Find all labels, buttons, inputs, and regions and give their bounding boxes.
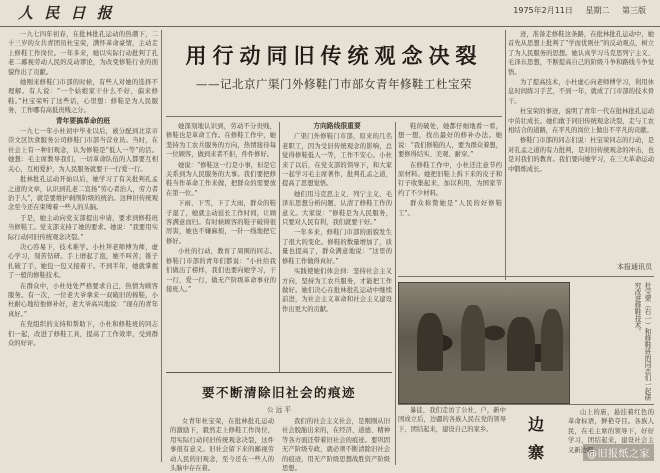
photo-figure [541, 309, 563, 375]
photo-figure [417, 313, 443, 373]
photo-figure [507, 317, 535, 375]
paragraph: 迹，准备走修鞋这条路，在批林批孔运动中，她首先从思想上批判了“学而优则仕”的反动观点，树立了为人民服务的思想。她认真学习马克思列宁主义、毛泽东思想，不断提高自己的阶级斗争和路线斗争觉悟。 [508, 31, 654, 76]
paragraph: 我们的社会主义社会，是刚刚从旧社会脱胎出来的，在经济、道德、精神等各方面还带着旧社会的痕迹。要巩固无产阶级专政，就必须不断清除旧社会的痕迹，用无产阶级思想战胜资产阶级思想。 [282, 418, 390, 473]
paragraph: 实践使她们体会到：坚持社会主义方向，坚持为工农兵服务，才能把工作做好。她们决心在批林批孔运动中继续前进，为社会主义革命和社会主义建设作出更大的贡献。 [282, 268, 392, 313]
paragraph: 在党组织的支持和帮助下，小杜和修鞋班的同志们一起，改进了修鞋工具，提高了工作效率，受到群众的好评。 [8, 321, 158, 347]
paragraph: 杜宝荣的事迹，说明了青年一代在批林批孔运动中茁壮成长。她们敢于同旧传统观念决裂，走与工农相结合的道路，在平凡的岗位上做出不平凡的贡献。 [508, 108, 654, 135]
paragraph: 暴徒，我们走访了公社、户，新中国成立后，边疆的各族人民在党的领导下，团结起来，建设自己的家乡。 [398, 407, 506, 433]
paragraph: 批林批孔运动开始以后，她学习了有关批判孔孟之道的文章，认识到孔老二宣扬“劳心者治人，劳力者治于人”，就是要维护剥削阶级的统治。这种旧传统观念至今还在束缚着一些人的头脑。 [8, 176, 158, 212]
paragraph: 在修鞋工作中，小杜还注意节约原材料。她把旧鞋上拆下来的皮子和钉子收集起来，加以利用，为国家节约了不少材料。 [398, 161, 502, 197]
paragraph: 她深刻地认识到，劳动不分贵贱，修鞋也是革命工作。在修鞋工作中，她坚持为工农兵服务的方向，热情接待每一位顾客，做到来者不拒，件件修好。 [166, 123, 276, 159]
newspaper-logo: 人 民 日 报 [18, 4, 115, 22]
paragraph: 她说：“修鞋这一行是小事，但是它关系到为人民服务的大事。我们要把修鞋当作革命工作来做，把群众的需要放在第一位。” [166, 161, 276, 197]
paragraph: 她刚来修鞋门市部的时候，有些人对她的选择不理解。有人说：“一个姑娘家干什么不好，偏来修鞋。”杜宝荣听了这些话，心里想：修鞋是为人民服务，工作哪有高低贵贱之分。 [8, 79, 158, 115]
paragraph: 鞋的破处，她都仔细地看一看，想一想，找出最好的修补办法。她说：“我们修鞋的人，要为群众着想，要修得结实、美观、耐穿。” [398, 123, 502, 159]
article-column-mid-3 [398, 122, 502, 274]
photo-workbench [399, 371, 569, 403]
paragraph: 在群众中，小杜处处严格要求自己，热情为顾客服务。有一次，一位老大爷拿来一双破旧的棉鞋，小杜耐心地给他修补好，老大爷高兴地说：“现在的青年真好。” [8, 282, 158, 318]
column-divider [161, 30, 162, 462]
paragraph: 为了提高技术，小杜虚心向老师傅学习，利用休息时间练习手艺，不到一年，就成了门市部的技术骨干。 [508, 79, 654, 105]
lower-article-left [398, 406, 506, 465]
paragraph: 群众称赞她是“人民的好修鞋工”。 [398, 200, 502, 217]
paragraph: 决心容易下，技术难学。小杜拜老师傅为师，虚心学习，刻苦钻研。手上磨起了泡，她不叫苦；锥子扎破了手，她包一包又接着干。不到半年，她就掌握了一般的修鞋技术。 [8, 243, 158, 280]
section-subhead: 青年要搞革命的班 [55, 116, 111, 125]
paragraph: 一九七四年初春，在批林批孔运动的热潮下，二十三岁的女共青团员杜宝荣，满怀革命豪情，主动走上修鞋工作岗位。一年多来，她以实际行动批判了孔老二鄙视劳动人民的反动谬论，为改变修鞋行业的面貌作出了贡献。 [8, 31, 158, 76]
watermark: @旧报纸之家 [583, 444, 654, 461]
paragraph: 一年多来，修鞋门市部的面貌发生了很大的变化。修鞋的数量增加了，质量也提高了，群众满意地说：“这里的修鞋工作做得真好。” [282, 229, 392, 265]
column-divider [279, 122, 280, 372]
paragraph: 小杜的行动，教育了周围的同志。修鞋门市部的青年们都说：“小杜给我们做出了榜样，我们也要向她学习，干一行，爱一行，做无产阶级革命事业的接班人。” [166, 248, 276, 293]
commentary-title: 要不断清除旧社会的痕迹 [201, 385, 356, 400]
lower-divider [398, 404, 654, 405]
headline-divider [166, 116, 502, 117]
page-number: 第三版 [622, 6, 646, 15]
byline: 本报通讯员 [617, 263, 652, 271]
photo-figure [461, 305, 485, 375]
section-subhead: 方向路线很重要 [313, 122, 361, 130]
photo-caption: 杜宝荣（右一）和修鞋班的同志们一起研究改进修鞋技术。 [633, 282, 651, 401]
paragraph: 山上的庙，悬挂着红色的革命标语，鲜艳夺目。各族人民，在毛主席的领导下，好好学习，团结起来，建设社会主义新边疆。 [568, 409, 654, 454]
dateline [503, 5, 646, 16]
paragraph: 下雨、下雪，下了大雨，群众的鞋子湿了，她就主动延长工作时间，让顾客满意而归。有时候顾客的鞋子破得很厉害，她也不嫌麻烦，一针一线地把它修好。 [166, 200, 276, 245]
paragraph: 她们用马克思主义、列宁主义、毛泽东思想分析问题，认清了修鞋工作的意义。大家说：“修鞋是为人民服务，只要对人民有利，我们就要干好。” [282, 190, 392, 227]
article-column-mid-1 [166, 122, 276, 372]
article-column-right [508, 30, 654, 280]
column-divider [505, 30, 506, 280]
main-headline: 用行动同旧传统观念决裂 [185, 43, 483, 68]
paragraph: 广渠门外修鞋门市部，原来的几名老职工，因为受旧传统观念的影响，总觉得修鞋低人一等，工作不安心。小杜来了以后，在党支部的领导下，和大家一起学习毛主席著作，批判孔孟之道，提高了思想觉悟。 [282, 133, 392, 188]
column-title-char: 寨 [528, 443, 545, 462]
commentary-author: 公 远 平 [267, 406, 291, 414]
paragraph: 一九七一年小杜初中毕业以后，被分配到北京市崇文区饮食服务公司修鞋门市部当营业员。当时，在社会上有一种旧观念，认为修鞋是“低人一等”的活。她想：毛主席教导我们，一切革命队伍的人都要互相关心，互相爱护，为人民服务就要干一行爱一行。 [8, 128, 158, 173]
news-photo [398, 282, 570, 404]
column-title-char: 边 [528, 415, 545, 434]
headline-subtitle: ——记北京广渠门外修鞋门市部女青年修鞋工杜宝荣 [196, 77, 472, 91]
issue-weekday: 星期二 [585, 6, 610, 15]
paragraph: 于是，她主动向党支部提出申请，要求到修鞋班当修鞋工。党支部支持了她的要求。她说：“我要用实际行动同旧传统观念决裂。” [8, 214, 158, 241]
photo-top-divider [398, 276, 654, 277]
paragraph: 女青年杜宝荣，在批林批孔运动的激励下，毅然走上修鞋工作岗位，用实际行动同旧传统观念决裂，这件事很有意义。旧社会留下来的鄙视劳动人民的旧观念，至今还在一些人的头脑中存在着。 [170, 418, 274, 473]
issue-date: 1975年2月11日 [513, 6, 573, 15]
column-divider [395, 122, 396, 465]
commentary-box [166, 372, 392, 473]
commentary-text-left [170, 417, 274, 473]
article-column-mid-2 [282, 122, 392, 372]
paragraph: 修鞋门市部的同志们说：杜宝荣同志的行动，是对孔孟之道的有力批判，是对旧传统观念的冲击，也是对我们的教育。我们要向她学习，在三大革命运动中锻炼成长。 [508, 137, 654, 173]
masthead [0, 0, 660, 27]
commentary-text-right [282, 417, 390, 473]
article-column-left [8, 30, 158, 460]
